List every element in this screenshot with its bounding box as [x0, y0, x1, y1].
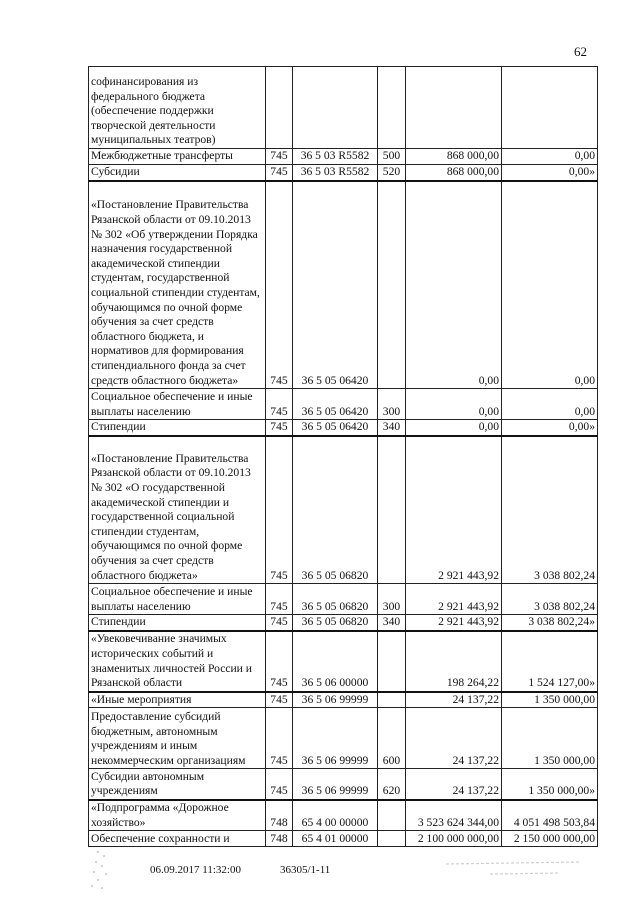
budget-table: [88, 66, 598, 847]
amount-second-cell: 0,00: [502, 181, 598, 389]
target-article-cell: 36 5 03 R5582: [293, 165, 378, 181]
target-article-cell: 36 5 06 99999: [293, 708, 378, 769]
stamp-mark-left: [88, 848, 118, 892]
target-article-cell: 36 5 05 06820: [293, 436, 378, 584]
table-row: [89, 800, 598, 831]
target-article-cell: 36 5 03 R5582: [293, 149, 378, 165]
item-name-cell: Предоставление субсидий бюджетным, автономным учреждениям и иным некоммерческим организациям: [89, 708, 266, 769]
department-code-cell: 745: [266, 149, 293, 165]
amount-first-cell: 0,00: [406, 420, 502, 436]
expense-type-cell: [378, 181, 406, 389]
amount-second-cell: 2 150 000 000,00: [502, 831, 598, 847]
amount-first-cell: 0,00: [406, 389, 502, 420]
department-code-cell: 745: [266, 708, 293, 769]
table-row: [89, 389, 598, 420]
amount-first-cell: 24 137,22: [406, 692, 502, 708]
item-name-cell: Стипендии: [89, 615, 266, 631]
department-code-cell: 748: [266, 800, 293, 831]
department-code-cell: 745: [266, 584, 293, 615]
item-name-cell: «Увековечивание значимых исторических событий и знаменитых личностей России и Рязанской области: [89, 631, 266, 692]
table-row: [89, 708, 598, 769]
footer-code: 36305/1-11: [280, 864, 331, 876]
department-code-cell: 745: [266, 181, 293, 389]
item-name-cell: Социальное обеспечение и иные выплаты населению: [89, 389, 266, 420]
amount-first-cell: 3 523 624 344,00: [406, 800, 502, 831]
item-name-cell: софинансирования из федерального бюджета (обеспечение поддержки творческой деятельности муниципальных театров): [89, 67, 266, 149]
table-row: [89, 436, 598, 584]
amount-second-cell: 3 038 802,24: [502, 436, 598, 584]
amount-second-cell: 1 350 000,00: [502, 692, 598, 708]
table-row: [89, 692, 598, 708]
item-name-cell: Обеспечение сохранности и: [89, 831, 266, 847]
amount-first-cell: 24 137,22: [406, 769, 502, 800]
target-article-cell: 36 5 06 99999: [293, 769, 378, 800]
expense-type-cell: 300: [378, 389, 406, 420]
amount-second-cell: 3 038 802,24»: [502, 615, 598, 631]
target-article-cell: 65 4 00 00000: [293, 800, 378, 831]
expense-type-cell: 620: [378, 769, 406, 800]
department-code-cell: 748: [266, 831, 293, 847]
item-name-cell: Субсидии: [89, 165, 266, 181]
department-code-cell: 745: [266, 165, 293, 181]
amount-first-cell: 24 137,22: [406, 708, 502, 769]
table-row: [89, 831, 598, 847]
expense-type-cell: [378, 436, 406, 584]
amount-second-cell: 0,00: [502, 389, 598, 420]
table-row: [89, 631, 598, 692]
target-article-cell: 36 5 05 06420: [293, 420, 378, 436]
target-article-cell: 36 5 05 06420: [293, 181, 378, 389]
department-code-cell: 745: [266, 692, 293, 708]
amount-first-cell: 198 264,22: [406, 631, 502, 692]
item-name-cell: «Постановление Правительства Рязанской области от 09.10.2013 № 302 «Об утверждении Порядка назначения государственной академической стипендии студентам, государственной социальной стипендии студентам, обучающимся по очной форме обучения за счет средств областного бюджета, и нормативов для формирования стипендиального фонда за счет средств областного бюджета»: [89, 181, 266, 389]
target-article-cell: 36 5 05 06420: [293, 389, 378, 420]
amount-second-cell: 1 350 000,00: [502, 708, 598, 769]
department-code-cell: 745: [266, 631, 293, 692]
amount-second-cell: [502, 67, 598, 149]
amount-first-cell: 2 100 000 000,00: [406, 831, 502, 847]
expense-type-cell: 300: [378, 584, 406, 615]
amount-first-cell: 2 921 443,92: [406, 615, 502, 631]
table-row: [89, 149, 598, 165]
table-row: [89, 615, 598, 631]
target-article-cell: 36 5 05 06820: [293, 584, 378, 615]
amount-second-cell: 1 350 000,00»: [502, 769, 598, 800]
table-row: [89, 769, 598, 800]
expense-type-cell: [378, 800, 406, 831]
amount-first-cell: 2 921 443,92: [406, 436, 502, 584]
table-row: [89, 181, 598, 389]
amount-second-cell: 3 038 802,24: [502, 584, 598, 615]
table-row: [89, 420, 598, 436]
expense-type-cell: 500: [378, 149, 406, 165]
item-name-cell: «Постановление Правительства Рязанской области от 09.10.2013 № 302 «О государственной академической стипендии и государственной социальной стипендии студентам, обучающимся по очной форме обучения за счет средств областного бюджета»: [89, 436, 266, 584]
expense-type-cell: 340: [378, 615, 406, 631]
item-name-cell: Социальное обеспечение и иные выплаты населению: [89, 584, 266, 615]
target-article-cell: 36 5 05 06820: [293, 615, 378, 631]
department-code-cell: 745: [266, 420, 293, 436]
target-article-cell: 36 5 06 00000: [293, 631, 378, 692]
item-name-cell: Субсидии автономным учреждениям: [89, 769, 266, 800]
expense-type-cell: 340: [378, 420, 406, 436]
expense-type-cell: [378, 831, 406, 847]
target-article-cell: 65 4 01 00000: [293, 831, 378, 847]
target-article-cell: [293, 67, 378, 149]
department-code-cell: 745: [266, 769, 293, 800]
department-code-cell: 745: [266, 389, 293, 420]
expense-type-cell: [378, 67, 406, 149]
item-name-cell: «Подпрограмма «Дорожное хозяйство»: [89, 800, 266, 831]
amount-first-cell: [406, 67, 502, 149]
item-name-cell: «Иные мероприятия: [89, 692, 266, 708]
amount-first-cell: 2 921 443,92: [406, 584, 502, 615]
table-row: [89, 67, 598, 149]
amount-second-cell: 0,00: [502, 149, 598, 165]
department-code-cell: [266, 67, 293, 149]
expense-type-cell: 520: [378, 165, 406, 181]
expense-type-cell: [378, 631, 406, 692]
amount-first-cell: 868 000,00: [406, 165, 502, 181]
page-number: 62: [574, 44, 587, 59]
amount-second-cell: 4 051 498 503,84: [502, 800, 598, 831]
expense-type-cell: [378, 692, 406, 708]
footer-date: 06.09.2017 11:32:00: [150, 864, 241, 876]
amount-second-cell: 0,00»: [502, 165, 598, 181]
expense-type-cell: 600: [378, 708, 406, 769]
amount-second-cell: 0,00»: [502, 420, 598, 436]
department-code-cell: 745: [266, 615, 293, 631]
target-article-cell: 36 5 06 99999: [293, 692, 378, 708]
item-name-cell: Межбюджетные трансферты: [89, 149, 266, 165]
item-name-cell: Стипендии: [89, 420, 266, 436]
amount-first-cell: 868 000,00: [406, 149, 502, 165]
table-row: [89, 165, 598, 181]
amount-second-cell: 1 524 127,00»: [502, 631, 598, 692]
department-code-cell: 745: [266, 436, 293, 584]
amount-first-cell: 0,00: [406, 181, 502, 389]
table-row: [89, 584, 598, 615]
stamp-mark-right: [440, 856, 590, 882]
